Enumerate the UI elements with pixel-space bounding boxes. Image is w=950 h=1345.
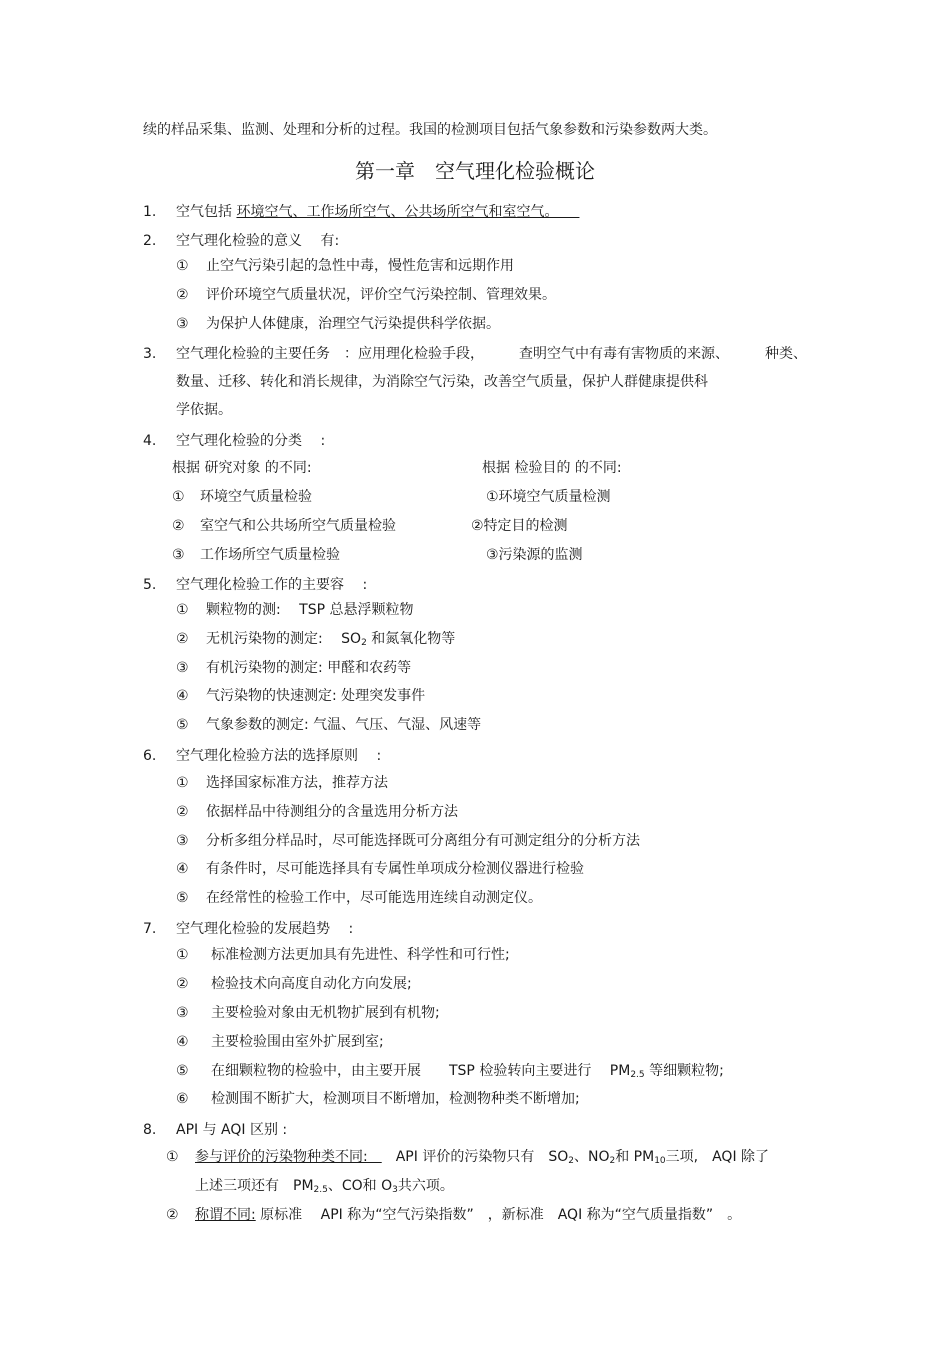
s7-item-marker: ②: [176, 976, 189, 992]
section-3-number: 3.: [143, 346, 157, 362]
s6-item-marker: ②: [176, 804, 189, 820]
s6-item-text: 有条件时，尽可能选择具有专属性单项成分检测仪器进行检验: [206, 861, 584, 877]
s4-right-item: ②特定目的检测: [471, 518, 568, 534]
section-3-line-1b: 查明空气中有毒有害物质的来源、: [519, 346, 729, 362]
s7-item-text-part: 在细颗粒物的检验中，由主要开展 TSP 检验转向主要进行 PM: [211, 1063, 631, 1079]
s5-item-marker: ②: [176, 631, 189, 647]
section-6-heading: 空气理化检验方法的选择原则 :: [176, 748, 382, 764]
s6-item-text: 依据样品中待测组分的含量选用分析方法: [206, 804, 458, 820]
section-1-number: 1.: [143, 204, 157, 220]
s8-item-1-line-1: [195, 1148, 769, 1170]
s5-item-marker: ④: [176, 688, 189, 704]
section-7-number: 7.: [143, 921, 157, 937]
section-4-number: 4.: [143, 433, 157, 449]
s8-text-part: 原标准 API 称为“空气污染指数” ，新标准 AQI 称为“空气质量指数” 。: [255, 1207, 742, 1223]
s6-item-marker: ①: [176, 775, 189, 791]
s8-item-marker: ①: [166, 1149, 179, 1165]
s8-text-part: API 评价的污染物只有 SO: [381, 1149, 569, 1165]
s5-item-marker: ⑤: [176, 717, 189, 733]
subscript: 2: [609, 1156, 616, 1166]
section-2-heading: 空气理化检验的意义 有:: [176, 233, 340, 249]
s7-item-text-part: 等细颗粒物;: [644, 1063, 724, 1079]
section-7-heading: 空气理化检验的发展趋势 :: [176, 921, 354, 937]
s7-item-marker: ⑥: [176, 1091, 189, 1107]
s5-item-text-part: 无机污染物的测定: SO: [206, 631, 362, 647]
section-4-heading: 空气理化检验的分类 :: [176, 433, 326, 449]
s5-item-text: 颗粒物的测: TSP 总悬浮颗粒物: [206, 602, 414, 618]
s7-item-text: 检测围不断扩大，检测项目不断增加，检测物种类不断增加;: [211, 1091, 580, 1107]
section-8-number: 8.: [143, 1122, 157, 1138]
s7-item-marker: ④: [176, 1034, 189, 1050]
s5-item-marker: ③: [176, 660, 189, 676]
section-3-line-1a: 空气理化检验的主要任务 ：应用理化检验手段，: [176, 346, 484, 362]
section-5-heading: 空气理化检验工作的主要容 :: [176, 577, 368, 593]
section-2-number: 2.: [143, 233, 157, 249]
section-1-underlined: 环境空气、工作场所空气、公共场所空气和室空气。: [236, 204, 580, 220]
s6-item-text: 分析多组分样品时，尽可能选择既可分离组分有可测定组分的分析方法: [206, 833, 640, 849]
s8-text-part: 共六项。: [397, 1178, 454, 1194]
section-8-heading: API 与 AQI 区别 :: [176, 1122, 288, 1138]
section-3-line-3: 学依据。: [176, 402, 232, 418]
s5-item-text: 气污染物的快速测定: 处理突发事件: [206, 688, 426, 704]
s2-item-text: 评价环境空气质量状况，评价空气污染控制、管理效果。: [206, 287, 556, 303]
s8-item-2-text: [195, 1206, 741, 1224]
s4-left-item: 工作场所空气质量检验: [200, 547, 340, 563]
s2-item-marker: ②: [176, 287, 189, 303]
s8-text-part: 、CO和 O: [327, 1178, 393, 1194]
s6-item-text: 选择国家标准方法，推荐方法: [206, 775, 388, 791]
chapter-title: 第一章 空气理化检验概论: [355, 159, 595, 183]
s7-item-text: 标准检测方法更加具有先进性、科学性和可行性;: [211, 947, 510, 963]
s2-item-text: 止空气污染引起的急性中毒，慢性危害和远期作用: [206, 258, 514, 274]
s8-text-part: 和 PM: [615, 1149, 655, 1165]
s6-item-marker: ③: [176, 833, 189, 849]
subscript: 2: [568, 1156, 574, 1166]
section-1-text: [176, 203, 579, 221]
s8-item-1-line-2: [195, 1177, 454, 1199]
s4-left-item: 环境空气质量检验: [200, 489, 312, 505]
s7-item-marker: ①: [176, 947, 189, 963]
s6-item-marker: ④: [176, 861, 189, 877]
s8-item-1-underlined: 参与评价的污染物种类不同:: [195, 1149, 382, 1165]
section-5-number: 5.: [143, 577, 157, 593]
s5-item-text: 有机污染物的测定: 甲醛和农药等: [206, 660, 412, 676]
s8-text-part: 三项, AQI 除了: [665, 1149, 770, 1165]
section-3-line-1c: 种类、: [765, 346, 807, 362]
s7-item-marker: ⑤: [176, 1063, 189, 1079]
s4-left-marker: ③: [172, 547, 185, 563]
s5-item-text-part: 和氮氧化物等: [366, 631, 456, 647]
s2-item-marker: ①: [176, 258, 189, 274]
s6-item-marker: ⑤: [176, 890, 189, 906]
section-3-line-2: 数量、迁移、转化和消长规律，为消除空气污染，改善空气质量，保护人群健康提供科: [176, 374, 708, 390]
subscript: 2.5: [313, 1185, 328, 1195]
s4-left-marker: ①: [172, 489, 185, 505]
s6-item-text: 在经常性的检验工作中，尽可能选用连续自动测定仪。: [206, 890, 542, 906]
s7-item-text: 检验技术向高度自动化方向发展;: [211, 976, 412, 992]
subscript: 3: [392, 1185, 398, 1195]
section-6-number: 6.: [143, 748, 157, 764]
s8-item-marker: ②: [166, 1207, 179, 1223]
s5-item-marker: ①: [176, 602, 189, 618]
subscript: 2: [361, 638, 367, 648]
s8-text-part: 上述三项还有 PM: [195, 1178, 314, 1194]
s4-left-marker: ②: [172, 518, 185, 534]
intro-text: 续的样品采集、监测、处理和分析的过程。我国的检测项目包括气象参数和污染参数两大类。: [143, 122, 717, 138]
s2-item-marker: ③: [176, 316, 189, 332]
section-1-lead: 空气包括: [176, 204, 237, 220]
subscript: 10: [654, 1156, 666, 1166]
s5-item-text: 气象参数的测定: 气温、气压、气湿、风速等: [206, 717, 482, 733]
s8-item-2-underlined: 称谓不同:: [195, 1207, 256, 1223]
s7-item-text: [211, 1062, 724, 1084]
s2-item-text: 为保护人体健康，治理空气污染提供科学依据。: [206, 316, 500, 332]
classification-left-heading: 根据 研究对象 的不同:: [172, 460, 312, 476]
s4-right-item: ①环境空气质量检测: [486, 489, 611, 505]
s4-left-item: 室空气和公共场所空气质量检验: [200, 518, 396, 534]
classification-right-heading: 根据 检验目的 的不同:: [482, 460, 622, 476]
s7-item-text: 主要检验对象由无机物扩展到有机物;: [211, 1005, 440, 1021]
s8-text-part: 、NO: [573, 1149, 610, 1165]
s4-right-item: ③污染源的监测: [486, 547, 583, 563]
s7-item-marker: ③: [176, 1005, 189, 1021]
s5-item-text: [206, 630, 455, 652]
subscript: 2.5: [630, 1070, 645, 1080]
s7-item-text: 主要检验围由室外扩展到室;: [211, 1034, 384, 1050]
